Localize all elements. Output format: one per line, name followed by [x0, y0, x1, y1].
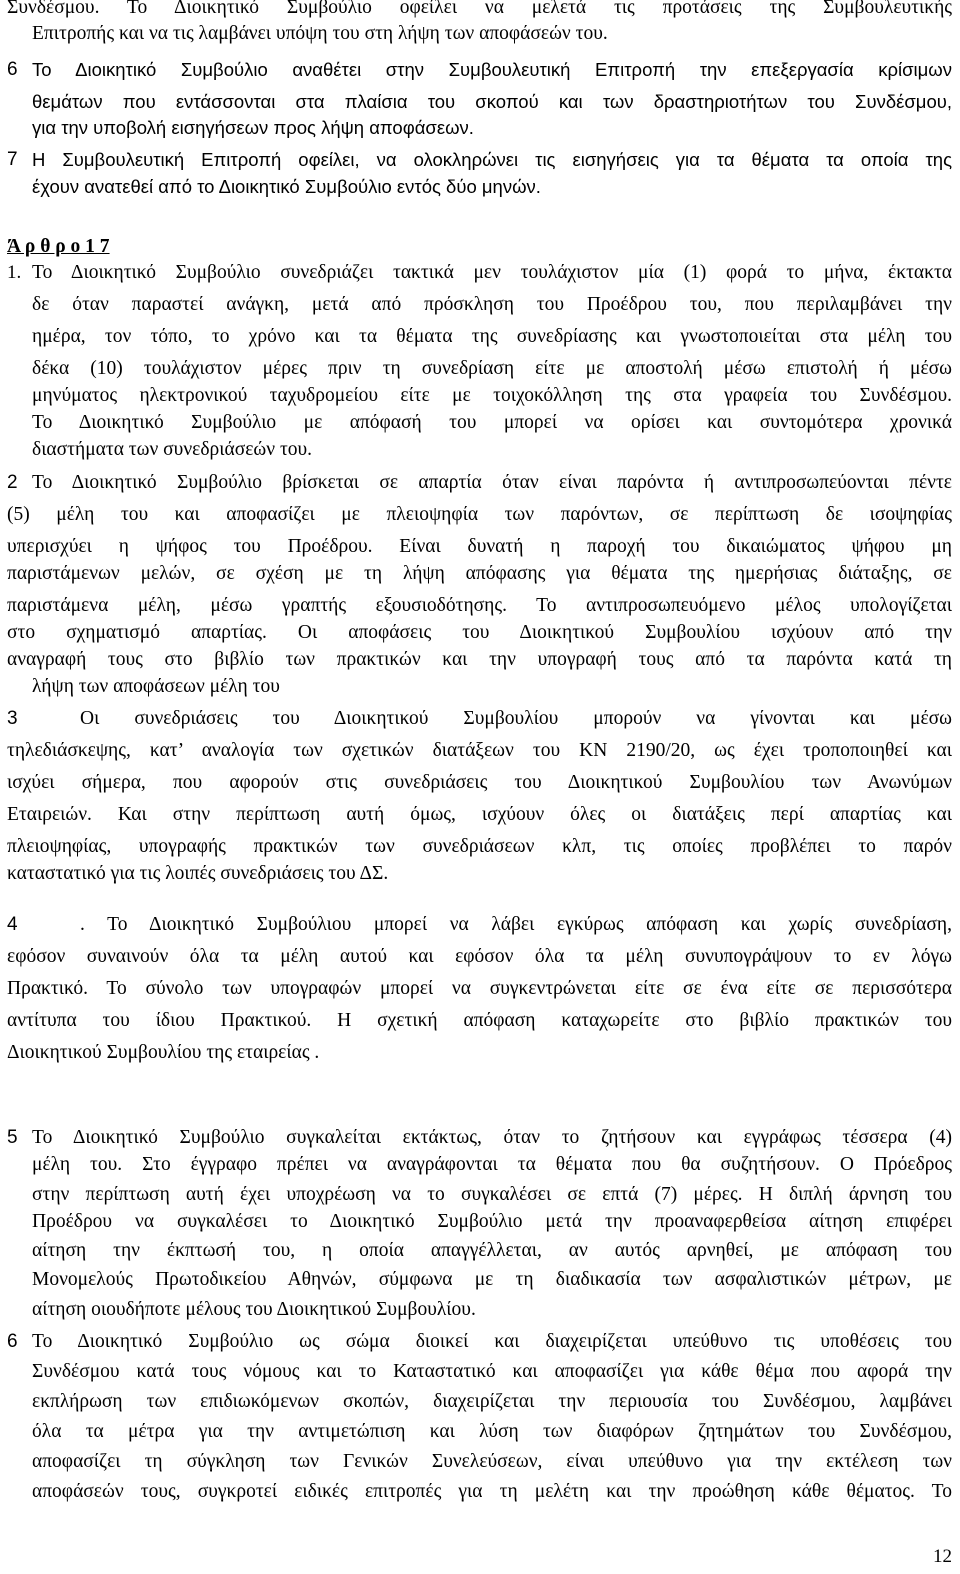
text-line: Εταιρειών. Και στην περίπτωση αυτή όμως, ισχύουν όλες οι διατάξεις περί απαρτίας και — [7, 804, 952, 825]
text-line: αίτηση την έκπτωσή του, η οποία απαγγέλλεται, αν αυτός αρνηθεί, με απόφαση του — [32, 1240, 952, 1261]
item-number: 2 — [7, 472, 18, 493]
text-line: Συνδέσμου. Το Διοικητικό Συμβούλιο οφείλει να μελετά τις προτάσεις της Συμβουλευτικής — [7, 0, 952, 18]
text-line: αναγραφή τους στο βιβλίο των πρακτικών και την υπογραφή τους από τα παρόντα κατά τη — [7, 649, 952, 670]
text-line: Το Διοικητικό Συμβούλιο συγκαλείται εκτάκτως, όταν το ζητήσουν και εγγράφως τέσσερα (4) — [32, 1127, 952, 1148]
text-line: αποφάσεών τους, συγκροτεί ειδικές επιτροπές για τη μελέτη και την προώθηση κάθε θέματος. Το — [32, 1481, 952, 1502]
text-line: πλειοψηφίας, υπογραφής πρακτικών των συνεδριάσεων κλπ, τις οποίες προβλέπει το παρόν — [7, 836, 952, 857]
text-line: στο σχηματισμό απαρτίας. Οι αποφάσεις του Διοικητικού Συμβουλίου ισχύουν από την — [7, 622, 952, 643]
text-line: έχουν ανατεθεί από το Διοικητικό Συμβούλιο εντός δύο μηνών. — [32, 176, 541, 197]
text-line: Συνδέσμου κατά τους νόμους και το Καταστατικό και αποφασίζει για κάθε θέμα που αφορά την — [32, 1361, 952, 1382]
text-line: εκπλήρωση των επιδιωκόμενων σκοπών, διαχειρίζεται την περιουσία του Συνδέσμου, λαμβάνει — [32, 1391, 952, 1412]
item-number: 1. — [7, 262, 22, 283]
text-line: καταστατικό για τις λοιπές συνεδριάσεις του ΔΣ. — [7, 863, 389, 884]
text-line: αντίτυπα του ίδιου Πρακτικού. Η σχετική απόφαση καταχωρείτε στο βιβλίο πρακτικών του — [7, 1010, 952, 1031]
text-line: μέλη του. Στο έγγραφο πρέπει να αναγράφονται τα θέματα που θα συζητήσουν. Ο Πρόεδρος — [32, 1154, 952, 1175]
text-line: αποφασίζει τη σύγκληση των Γενικών Συνελεύσεων, είναι υπεύθυνο για την εκτέλεση των — [32, 1451, 952, 1472]
text-line: διαστήματα των συνεδριάσεών του. — [32, 439, 313, 460]
text-line: ισχύει σήμερα, που αφορούν στις συνεδριάσεις του Διοικητικού Συμβουλίου των Ανωνύμων — [7, 772, 952, 793]
text-line: Το Διοικητικό Συμβούλιο βρίσκεται σε απαρτία όταν είναι παρόντα ή αντιπροσωπεύονται πέντε — [32, 472, 952, 493]
text-line: Το Διοικητικό Συμβούλιο ως σώμα διοικεί και διαχειρίζεται υπεύθυνο τις υποθέσεις του — [32, 1331, 952, 1352]
text-line: δε όταν παραστεί ανάγκη, μετά από πρόσκληση του Προέδρου του, που περιλαμβάνει την — [32, 294, 952, 315]
text-line: όλα τα μέτρα για την αντιμετώπιση και λύση των διαφόρων ζητημάτων του Συνδέσμου, — [32, 1421, 952, 1442]
text-line: υπερισχύει η ψήφος του Προέδρου. Είναι δυνατή η παροχή του δικαιώματος ψήφου μη — [7, 536, 952, 557]
page-number: 12 — [933, 1546, 952, 1567]
text-line: τηλεδιάσκεψης, κατ’ αναλογία των σχετικών διατάξεων του ΚΝ 2190/20, ως έχει τροποποιηθεί και — [7, 740, 952, 761]
text-line: θεμάτων που εντάσσονται στα πλαίσια του σκοπού και των δραστηριοτήτων του Συνδέσμου, — [32, 91, 952, 112]
text-line: δέκα (10) τουλάχιστον μέρες πριν τη συνεδρίαση είτε με αποστολή μέσω επιστολή ή μέσω — [32, 358, 952, 379]
text-line: . Το Διοικητικό Συμβούλιου μπορεί να λάβει εγκύρως απόφαση και χωρίς συνεδρίαση, — [80, 914, 952, 935]
item-number: 5 — [7, 1127, 18, 1148]
item-number: 6 — [7, 1331, 18, 1352]
text-line: ημέρα, τον τόπο, το χρόνο και τα θέματα της συνεδρίασης και γνωστοποιείται στα μέλη του — [32, 326, 952, 347]
text-line: στην περίπτωση αυτή έχει υποχρέωση να το συγκαλέσει σε επτά (7) μέρες. Η διπλή άρνηση του — [32, 1184, 952, 1205]
text-line: Διοικητικού Συμβουλίου της εταιρείας . — [7, 1042, 320, 1063]
text-line: λήψη των αποφάσεων μέλη του — [32, 676, 280, 697]
text-line: Προέδρου να συγκαλέσει το Διοικητικό Συμβούλιο μετά την προαναφερθείσα αίτηση επιφέρει — [32, 1211, 952, 1232]
item-number: 7 — [7, 149, 18, 170]
item-number: 3 — [7, 708, 18, 729]
text-line: Πρακτικό. Το σύνολο των υπογραφών μπορεί να συγκεντρώνεται είτε σε ένα είτε σε περισσότερα — [7, 978, 952, 999]
text-line: παριστάμενων μελών, σε σχέση με τη λήψη απόφασης για θέματα της ημερήσιας διάταξης, σε — [7, 563, 952, 584]
text-line: Η Συμβουλευτική Επιτροπή οφείλει, να ολοκληρώνει τις εισηγήσεις για τα θέματα τα οποία της — [32, 149, 952, 170]
text-line: (5) μέλη του και αποφασίζει με πλειοψηφία των παρόντων, σε περίπτωση δε ισοψηφίας — [7, 504, 952, 525]
text-line: μηνύματος ηλεκτρονικού ταχυδρομείου είτε με τοιχοκόλληση της στα γραφεία του Συνδέσμου. — [32, 385, 952, 406]
text-line: παριστάμενα μέλη, μέσω γραπτής εξουσιοδότησης. Το αντιπροσωπευόμενο μέλος υπολογίζεται — [7, 595, 952, 616]
item-number: 6 — [7, 59, 18, 80]
article-heading: Ά ρ θ ρ ο 1 7 — [7, 236, 110, 257]
text-line: εφόσον συναινούν όλα τα μέλη αυτού και εφόσον όλα τα μέλη συνυπογράψουν το εν λόγω — [7, 946, 952, 967]
text-line: Οι συνεδριάσεις του Διοικητικού Συμβουλίου μπορούν να γίνονται και μέσω — [80, 708, 952, 729]
text-line: Μονομελούς Πρωτοδικείου Αθηνών, σύμφωνα με τη διαδικασία των ασφαλιστικών μέτρων, με — [32, 1269, 952, 1290]
text-line: Επιτροπής και να τις λαμβάνει υπόψη του στη λήψη των αποφάσεών του. — [32, 23, 608, 44]
text-line: αίτηση οιουδήποτε μέλους του Διοικητικού Συμβουλίου. — [32, 1299, 476, 1320]
text-line: Το Διοικητικό Συμβούλιο συνεδριάζει τακτικά μεν τουλάχιστον μία (1) φορά το μήνα, έκτακτα — [32, 262, 952, 283]
text-line: Το Διοικητικό Συμβούλιο αναθέτει στην Συμβουλευτική Επιτροπή την επεξεργασία κρίσιμων — [32, 59, 952, 80]
text-line: για την υποβολή εισηγήσεων προς λήψη αποφάσεων. — [32, 117, 474, 138]
item-number: 4 — [7, 914, 18, 935]
text-line: Το Διοικητικό Συμβούλιο με απόφασή του μπορεί να ορίσει και συντομότερα χρονικά — [32, 412, 952, 433]
